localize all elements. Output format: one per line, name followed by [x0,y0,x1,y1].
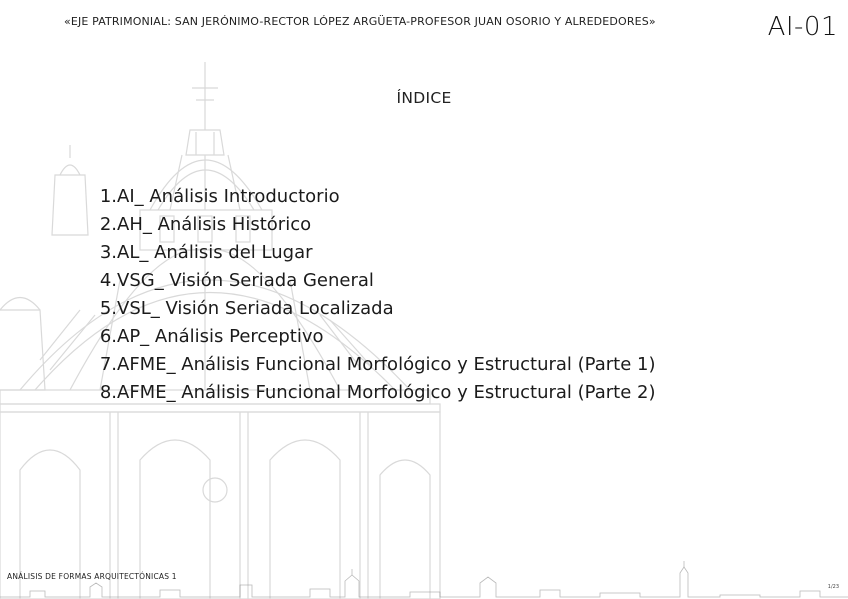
index-item [96,270,655,298]
index-heading: ÍNDICE [396,89,452,107]
project-title: «EJE PATRIMONIAL: SAN JERÓNIMO-RECTOR LÓPEZ ARGÜETA-PROFESOR JUAN OSORIO Y ALREDEDORES» [64,15,656,28]
index-item-label: AFME_ Análisis Funcional Morfológico y Estructural (Parte 2) [117,382,656,403]
index-item-label: AL_ Análisis del Lugar [117,242,313,263]
index-item [96,354,655,382]
index-item-number: 3. [99,242,117,263]
index-item [96,186,655,214]
index-item-number: 6. [99,326,117,347]
index-item-number: 5. [99,298,117,319]
index-item-label: AFME_ Análisis Funcional Morfológico y Estructural (Parte 1) [117,354,656,375]
index-item-label: AP_ Análisis Perceptivo [117,326,324,347]
sheet-code: AI-01 [767,12,838,42]
index-item-number: 7. [99,354,117,375]
index-list [96,186,655,410]
index-item-label: VSL_ Visión Seriada Localizada [117,298,394,319]
index-item-number: 2. [99,214,117,235]
index-item-number: 4. [99,270,117,291]
index-item-number: 8. [99,382,117,403]
index-item [96,382,655,410]
page-number: 1/23 [827,584,839,590]
course-name: ANÁLISIS DE FORMAS ARQUITECTÓNICAS 1 [7,572,177,581]
index-item [96,326,655,354]
index-item [96,242,655,270]
index-item-number: 1. [99,186,117,207]
index-item [96,214,655,242]
index-item-label: VSG_ Visión Seriada General [117,270,374,291]
index-item-label: AI_ Análisis Introductorio [117,186,340,207]
index-item-label: AH_ Análisis Histórico [117,214,312,235]
index-item [96,298,655,326]
